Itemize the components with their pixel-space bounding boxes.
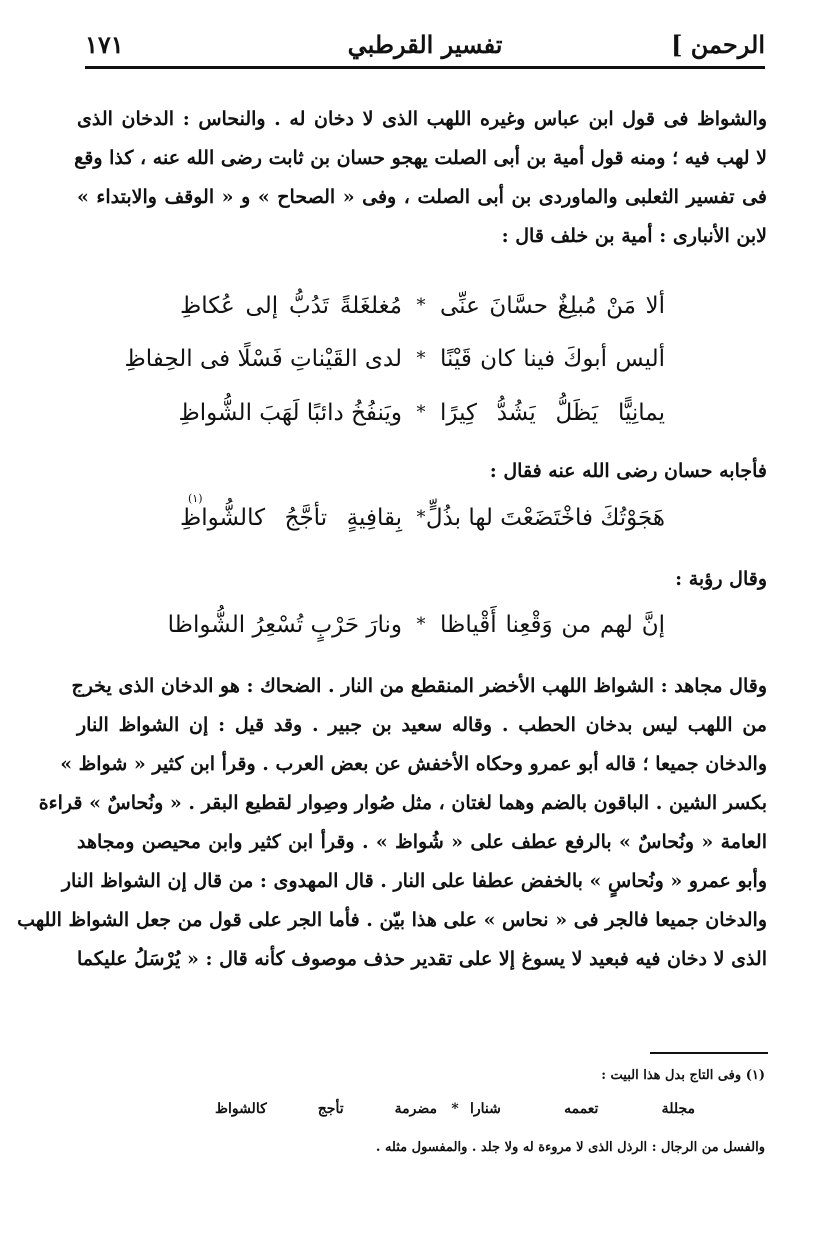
footnote-marker: (١) bbox=[188, 492, 203, 505]
text-line: لا لهب فيه ؛ ومنه قول أمية بن أبى الصلت يهجو حسان بن ثابت رضى الله عنه ، كذا وقع bbox=[74, 147, 767, 169]
verse-separator-star: * bbox=[416, 507, 426, 528]
text-line: الذى لا دخان فيه فبعيد لا يسوغ إلا على تقدير حذف موصوف كأنه قال : « يُرْسَلُ عليكما bbox=[77, 948, 767, 970]
text-line: وأبو عمرو « ونُحاسٍ » بالخفض عطفا على النار . قال المهدوى : من قال إن الشواظ النار bbox=[61, 870, 767, 892]
text-line: فى تفسير الثعلبى والماوردى بن أبى الصلت ، وفى « الصحاح » و « الوقف والابتداء » bbox=[77, 186, 767, 208]
poem-verse bbox=[180, 293, 665, 333]
verse-separator-star: * bbox=[416, 295, 426, 316]
text-line: العامة « ونُحاسٌ » بالرفع عطف على « شُواظ » . وقرأ ابن كثير وابن محيصن ومجاهد bbox=[77, 831, 767, 853]
verse-first-hemistich: مجللة تعممه شنارا bbox=[470, 1101, 695, 1117]
poem-verse bbox=[167, 612, 665, 652]
text-line: والدخان جميعا فالجر فى « نحاس » على هذا بيّن . فأما الجر على قول من جعل الشواظ اللهب bbox=[17, 909, 767, 931]
footnote-note: والفسل من الرجال : الرذل الذى لا مروءة له ولا جلد . والمفسول مثله . bbox=[375, 1140, 765, 1155]
verse-second-hemistich: بِقافِيةٍ تأجَّجُ كالشُّواظِ bbox=[180, 505, 402, 531]
verse-second-hemistich: مضرمة تأجج كالشواظ bbox=[215, 1101, 437, 1117]
book-title: تفسير القرطبي bbox=[347, 30, 503, 59]
verse-second-hemistich: مُغلغَلةً تَدُبُّ إلى عُكاظِ bbox=[180, 293, 402, 319]
verse-first-hemistich: يمانِيًّا يَظَلُّ يَشُدُّ كِيرًا bbox=[440, 400, 665, 426]
poem-verse bbox=[180, 505, 665, 545]
verse-separator-star: * bbox=[416, 402, 426, 423]
footnote-label: (١) وفى التاج بدل هذا البيت : bbox=[601, 1068, 765, 1083]
text-line: بكسر الشين . الباقون بالضم وهما لغتان ، مثل صُوار وصِوار لقطيع البقر . « ونُحاسٌ » قراءة bbox=[38, 792, 767, 814]
verse-separator-star: * bbox=[416, 348, 426, 369]
surah-name: الرحمن ] bbox=[671, 30, 765, 59]
text-line: والشواظ فى قول ابن عباس وغيره اللهب الذى لا دخان له . والنحاس : الدخان الذى bbox=[77, 108, 767, 130]
verse-second-hemistich: ويَنفُخُ دائبًا لَهَبَ الشُّواظِ bbox=[178, 400, 402, 426]
verse-first-hemistich: هَجَوْتُكَ فاخْتَضَعْتَ لها بذُلٍّ bbox=[425, 505, 665, 531]
text-line: لابن الأنبارى : أمية بن خلف قال : bbox=[501, 225, 767, 247]
verse-second-hemistich: لدى القَيْناتِ فَسْلًا فى الحِفاظِ bbox=[124, 346, 402, 372]
poem-verse bbox=[180, 400, 665, 440]
text-line: وقال مجاهد : الشواظ اللهب الأخضر المنقطع من النار . الضحاك : هو الدخان الذى يخرج bbox=[71, 675, 767, 697]
poem-verse bbox=[124, 346, 665, 386]
verse-first-hemistich: إنَّ لهم من وَقْعِنا أَقْياظا bbox=[440, 612, 665, 638]
text-line: وقال رؤبة : bbox=[675, 568, 767, 590]
verse-first-hemistich: ألا مَنْ مُبلِغٌ حسَّانَ عنِّى bbox=[440, 293, 665, 319]
running-header bbox=[85, 28, 765, 66]
verse-second-hemistich: ونارَ حَرْبٍ تُسْعِرُ الشُّواظا bbox=[167, 612, 402, 638]
footnote-rule bbox=[650, 1052, 768, 1054]
verse-first-hemistich: أليس أبوكَ فينا كان قَيْنًا bbox=[440, 346, 665, 372]
text-line: فأجابه حسان رضى الله عنه فقال : bbox=[489, 460, 767, 482]
header-rule bbox=[85, 66, 765, 69]
text-line: والدخان جميعا ؛ قاله أبو عمرو وحكاه الأخفش عن بعض العرب . وقرأ ابن كثير « شواظ » bbox=[60, 753, 767, 775]
verse-separator-star: * bbox=[451, 1101, 459, 1117]
page-number: ١٧١ bbox=[85, 30, 124, 59]
text-line: من اللهب ليس بدخان الحطب . وقاله سعيد بن جبير . وقد قيل : إن الشواظ النار bbox=[77, 714, 767, 736]
verse-separator-star: * bbox=[416, 614, 426, 635]
